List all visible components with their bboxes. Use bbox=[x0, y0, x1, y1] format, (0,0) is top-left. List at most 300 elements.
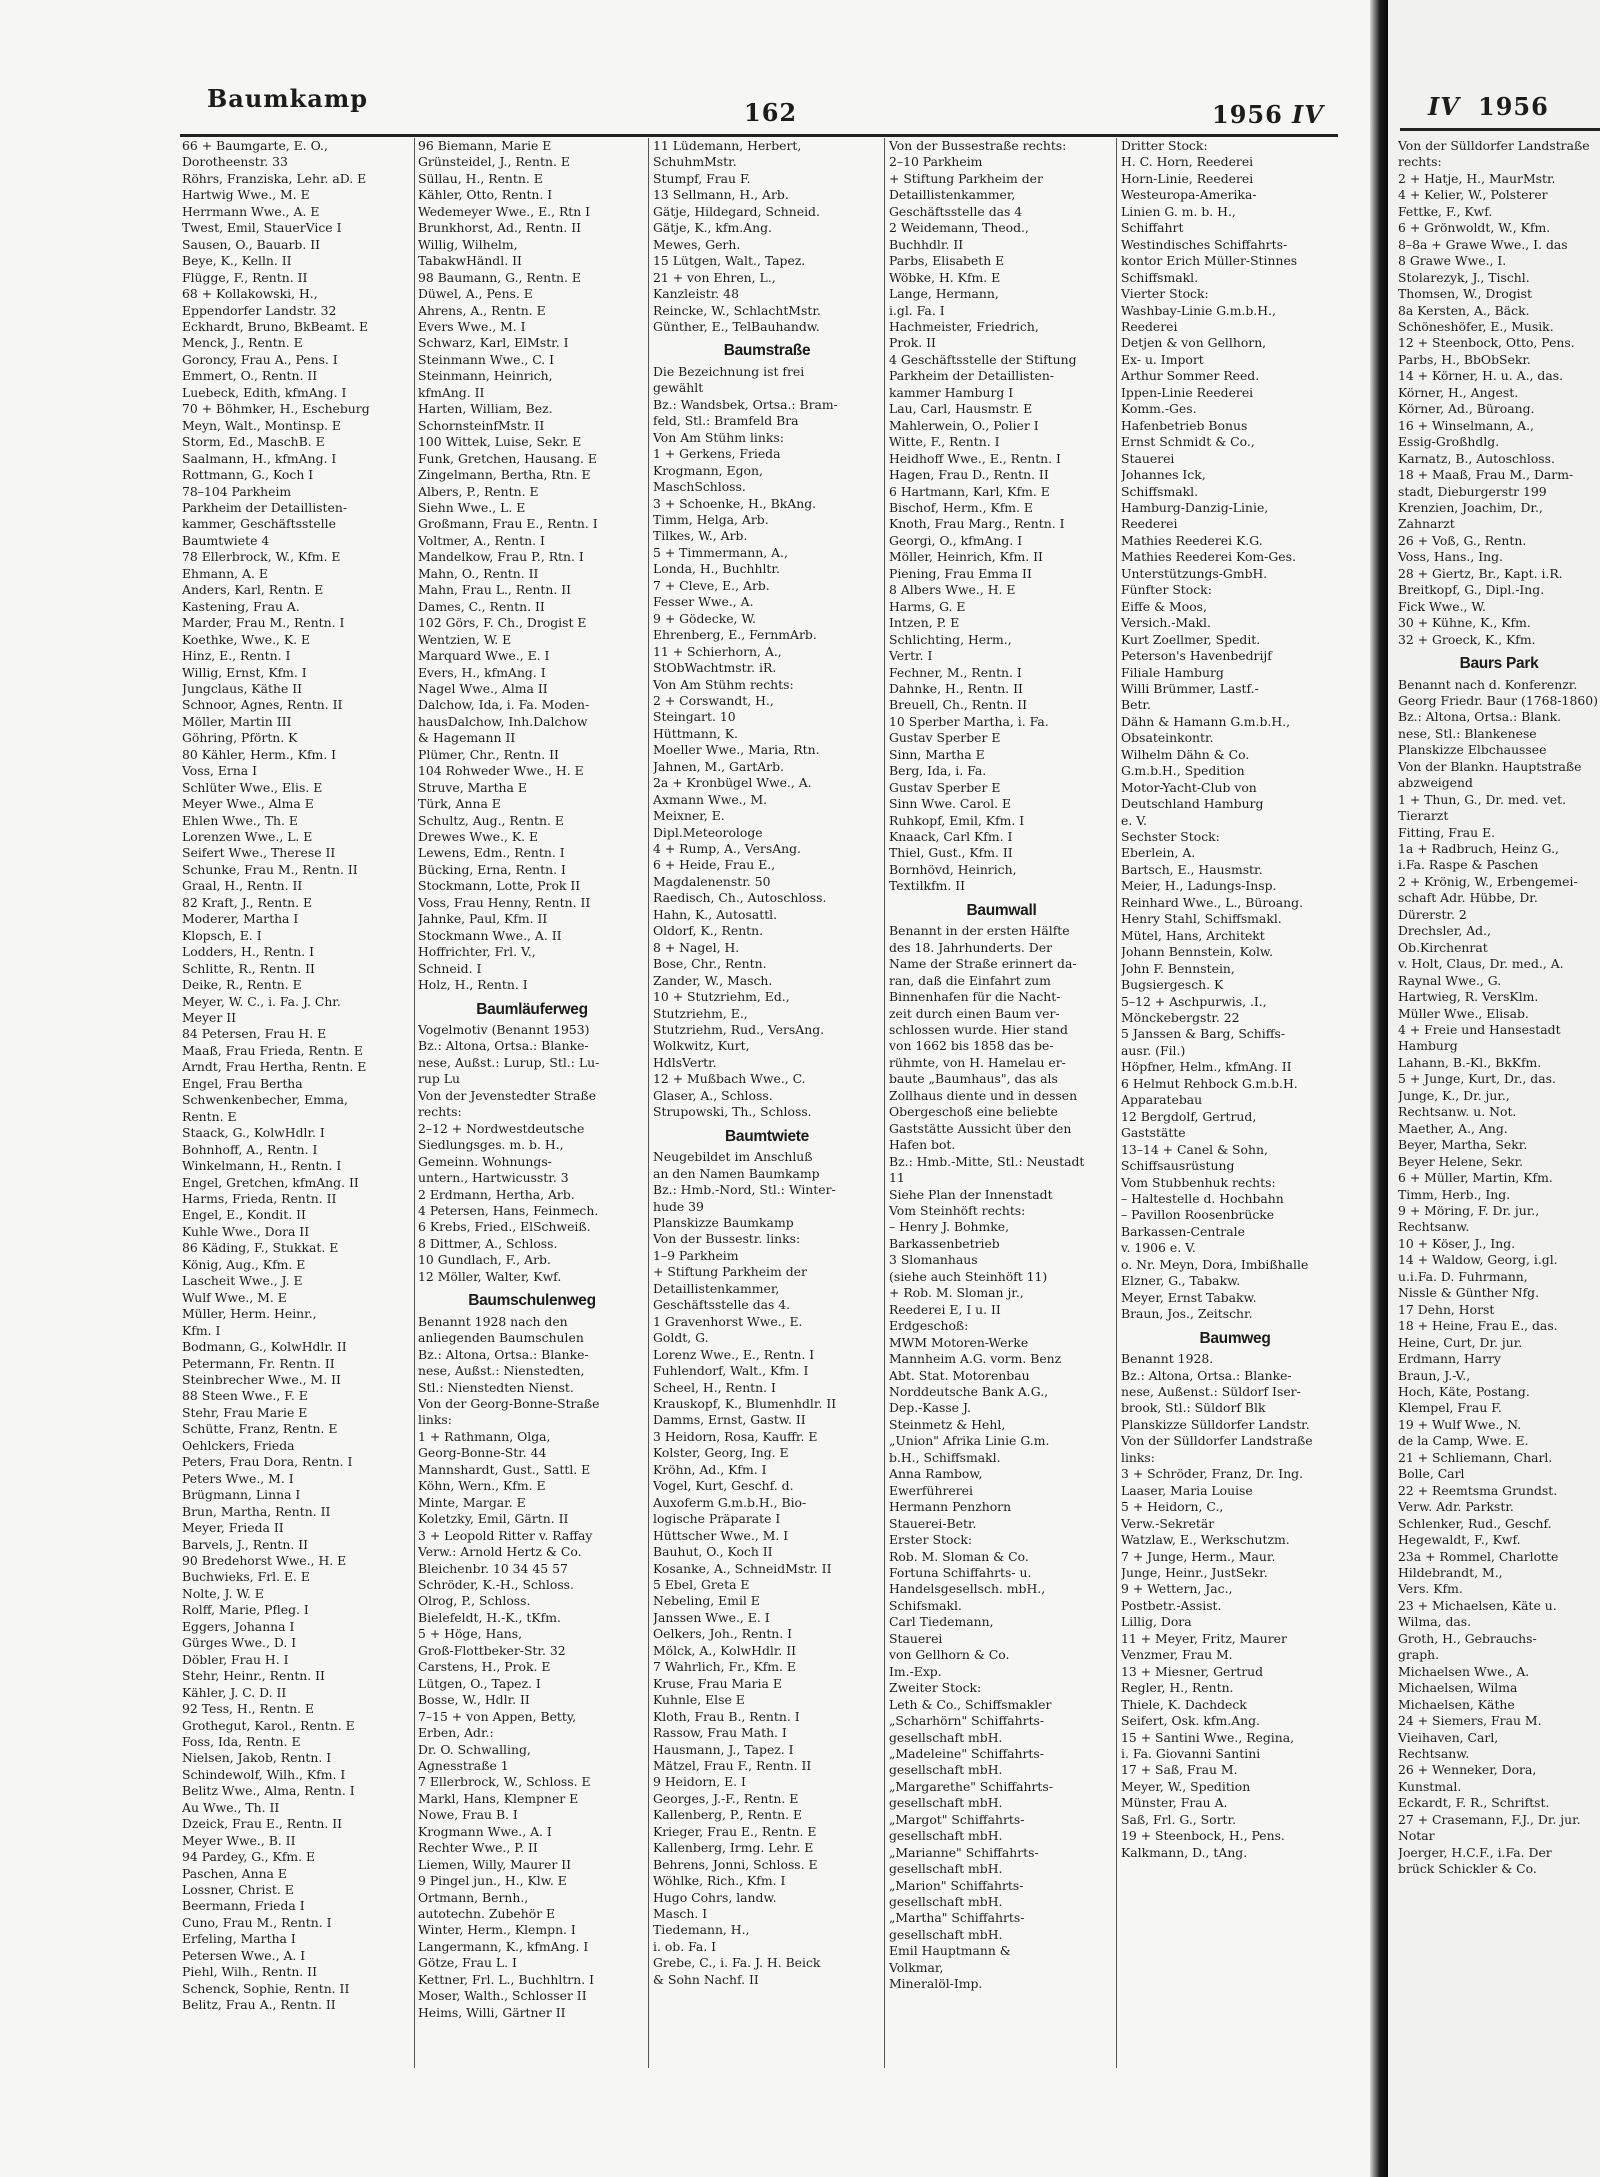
directory-entry: Harten, William, Bez. bbox=[418, 401, 553, 417]
directory-entry: Storm, Ed., MaschB. E bbox=[182, 434, 325, 450]
directory-entry: Johann Bennstein, Kolw. bbox=[1121, 944, 1274, 960]
directory-entry: Hegewaldt, F., Kwf. bbox=[1398, 1532, 1521, 1548]
directory-entry: Schnoor, Agnes, Rentn. II bbox=[182, 697, 343, 713]
directory-entry: Vers. Kfm. bbox=[1398, 1581, 1463, 1597]
directory-entry: Piening, Frau Emma II bbox=[889, 565, 1032, 581]
directory-entry: Maether, A., Ang. bbox=[1398, 1120, 1508, 1136]
directory-entry: Hugo Cohrs, landw. bbox=[653, 1889, 777, 1905]
directory-entry: rechts: bbox=[1398, 154, 1442, 170]
directory-entry: gesellschaft mbH. bbox=[889, 1762, 1003, 1778]
directory-entry: Von der Sülldorfer Landstraße bbox=[1121, 1433, 1313, 1449]
directory-entry: Klempel, Frau F. bbox=[1398, 1400, 1502, 1416]
directory-entry: Schifsmakl. bbox=[889, 1597, 962, 1613]
directory-entry: Wöhlke, Rich., Kfm. I bbox=[653, 1873, 786, 1889]
directory-entry: + Stiftung Parkheim der bbox=[889, 170, 1043, 186]
directory-entry: Bielefeldt, H.-K., tKfm. bbox=[418, 1609, 561, 1625]
directory-entry: Ruhkopf, Emil, Kfm. I bbox=[889, 812, 1025, 828]
directory-entry: Petermann, Fr. Rentn. II bbox=[182, 1355, 335, 1371]
directory-entry: Zingelmann, Bertha, Rtn. E bbox=[418, 467, 591, 483]
directory-entry: Lossner, Christ. E bbox=[182, 1882, 294, 1898]
directory-entry: Lillig, Dora bbox=[1121, 1614, 1192, 1630]
directory-entry: „Margot" Schiffahrts- bbox=[889, 1811, 1025, 1827]
directory-entry: TabakwHändl. II bbox=[418, 253, 522, 269]
directory-entry: „Scharhörn" Schiffahrts- bbox=[889, 1713, 1045, 1729]
directory-entry: kammer, Geschäftsstelle bbox=[182, 516, 336, 532]
directory-entry: Mahn, Frau L., Rentn. II bbox=[418, 582, 572, 598]
directory-entry: Schwenkenbecher, Emma, bbox=[182, 1092, 348, 1108]
directory-entry: i.gl. Fa. I bbox=[889, 302, 945, 318]
directory-entry: 2–10 Parkheim bbox=[889, 154, 983, 170]
directory-entry: 18 + Maaß, Frau M., Darm- bbox=[1398, 467, 1574, 483]
directory-entry: Meyer, W., Spedition bbox=[1121, 1778, 1251, 1794]
directory-entry: Evers, H., kfmAng. I bbox=[418, 664, 546, 680]
directory-entry: Belitz, Frau A., Rentn. II bbox=[182, 1997, 336, 2013]
directory-entry: nese, Außenst.: Süldorf Iser- bbox=[1121, 1383, 1301, 1399]
directory-entry: Parbs, H., BbObSekr. bbox=[1398, 351, 1531, 367]
directory-entry: Siehn Wwe., L. E bbox=[418, 499, 526, 515]
directory-entry: 8a Kersten, A., Bäck. bbox=[1398, 302, 1530, 318]
directory-column-5 bbox=[1121, 138, 1349, 2058]
directory-entry: Meyer, Frieda II bbox=[182, 1520, 284, 1536]
directory-entry: Textilkfm. II bbox=[889, 878, 966, 894]
directory-entry: Stockmann, Lotte, Prok II bbox=[418, 878, 581, 894]
directory-entry: Nolte, J. W. E bbox=[182, 1585, 264, 1601]
directory-entry: 2 + Krönig, W., Erbengemei- bbox=[1398, 873, 1578, 889]
directory-entry: 5–12 + Aschpurwis, .I., bbox=[1121, 993, 1267, 1009]
directory-entry: Dürerstr. 2 bbox=[1398, 906, 1467, 922]
directory-entry: Hermann Penzhorn bbox=[889, 1499, 1012, 1515]
directory-entry: Carl Tiedemann, bbox=[889, 1614, 994, 1630]
directory-entry: Schröder, K.-H., Schloss. bbox=[418, 1576, 574, 1592]
directory-entry: o. Nr. Meyn, Dora, Imbißhalle bbox=[1121, 1256, 1309, 1272]
directory-entry: gewählt bbox=[653, 380, 704, 396]
directory-entry: Eggers, Johanna I bbox=[182, 1618, 295, 1634]
directory-entry: Beye, K., Kelln. II bbox=[182, 253, 292, 269]
directory-entry: 12 + Mußbach Wwe., C. bbox=[653, 1071, 806, 1087]
directory-entry: Müller Wwe., Elisab. bbox=[1398, 1005, 1529, 1021]
directory-entry: Knoth, Frau Marg., Rentn. I bbox=[889, 516, 1065, 532]
directory-entry: Hafenbetrieb Bonus bbox=[1121, 417, 1248, 433]
directory-entry: Engel, Gretchen, kfmAng. II bbox=[182, 1174, 359, 1190]
directory-entry: „Margarethe" Schiffahrts- bbox=[889, 1778, 1053, 1794]
directory-entry: Tiedemann, H., bbox=[653, 1922, 750, 1938]
directory-entry: Saalmann, H., kfmAng. I bbox=[182, 450, 337, 466]
directory-entry: Stutzriehm, E., bbox=[653, 1005, 748, 1021]
directory-entry: Knaack, Carl Kfm. I bbox=[889, 829, 1013, 845]
directory-entry: 8 + Nagel, H. bbox=[653, 939, 740, 955]
directory-entry: Arndt, Frau Hertha, Rentn. E bbox=[182, 1059, 367, 1075]
directory-entry: Notar bbox=[1398, 1828, 1435, 1844]
directory-entry: 12 + Steenbock, Otto, Pens. bbox=[1398, 335, 1575, 351]
directory-entry: 6 + Heide, Frau E., bbox=[653, 857, 776, 873]
directory-entry: Washbay-Linie G.m.b.H., bbox=[1121, 302, 1276, 318]
directory-entry: Kuhnle, Else E bbox=[653, 1692, 745, 1708]
directory-entry: Voss, Frau Henny, Rentn. II bbox=[418, 894, 591, 910]
directory-entry: 66 + Baumgarte, E. O., bbox=[182, 138, 328, 153]
directory-entry: 86 Käding, F., Stukkat. E bbox=[182, 1240, 339, 1256]
directory-entry: Mahlerwein, O., Polier I bbox=[889, 417, 1039, 433]
directory-entry: Braun, Jos., Zeitschr. bbox=[1121, 1306, 1253, 1322]
directory-entry: Von der Blankn. Hauptstraße bbox=[1398, 758, 1582, 774]
directory-entry: Rottmann, G., Koch I bbox=[182, 467, 314, 483]
directory-entry: Jahnen, M., GartArb. bbox=[653, 758, 784, 774]
directory-entry: Paschen, Anna E bbox=[182, 1865, 287, 1881]
directory-entry: Fitting, Frau E. bbox=[1398, 824, 1496, 840]
directory-entry: Brun, Martha, Rentn. II bbox=[182, 1503, 331, 1519]
directory-entry: Rechter Wwe., P. II bbox=[418, 1840, 538, 1856]
directory-entry: Bz.: Altona, Ortsa.: Blanke- bbox=[418, 1346, 589, 1362]
directory-entry: Ernst Schmidt & Co., bbox=[1121, 434, 1255, 450]
directory-entry: Graal, H., Rentn. II bbox=[182, 878, 303, 894]
directory-entry: schlossen wurde. Hier stand bbox=[889, 1022, 1068, 1038]
directory-entry: Georg-Bonne-Str. 44 bbox=[418, 1445, 547, 1461]
directory-entry: Funk, Gretchen, Hausang. E bbox=[418, 450, 597, 466]
directory-entry: 100 Wittek, Luise, Sekr. E bbox=[418, 434, 582, 450]
directory-entry: Bugsiergesch. K bbox=[1121, 977, 1224, 993]
directory-entry: 5 Janssen & Barg, Schiffs- bbox=[1121, 1026, 1286, 1042]
directory-entry: „Madeleine" Schiffahrts- bbox=[889, 1745, 1044, 1761]
directory-entry: Tierarzt bbox=[1398, 808, 1449, 824]
directory-entry: Stl.: Nienstedten Nienst. bbox=[418, 1379, 574, 1395]
directory-entry: Erdmann, Harry bbox=[1398, 1351, 1501, 1367]
directory-entry: Dalchow, Ida, i. Fa. Moden- bbox=[418, 697, 590, 713]
directory-entry: 23a + Rommel, Charlotte bbox=[1398, 1548, 1559, 1564]
directory-entry: Albers, P., Rentn. E bbox=[418, 483, 539, 499]
directory-entry: Mönckebergstr. 22 bbox=[1121, 1010, 1240, 1026]
directory-entry: 10 + Köser, J., Ing. bbox=[1398, 1235, 1516, 1251]
directory-entry: 22 + Reemtsma Grundst. bbox=[1398, 1482, 1558, 1498]
directory-entry: gesellschaft mbH. bbox=[889, 1926, 1003, 1942]
directory-entry: Seifert, Osk. kfm.Ang. bbox=[1121, 1713, 1260, 1729]
directory-entry: Deutschland Hamburg bbox=[1121, 796, 1264, 812]
directory-entry: 4 Geschäftsstelle der Stiftung bbox=[889, 351, 1077, 367]
directory-entry: 5 + Junge, Kurt, Dr., das. bbox=[1398, 1071, 1556, 1087]
directory-entry: Binnenhafen für die Nacht- bbox=[889, 989, 1061, 1005]
directory-entry: Betr. bbox=[1121, 697, 1151, 713]
directory-entry: Joerger, H.C.F., i.Fa. Der bbox=[1398, 1844, 1552, 1860]
directory-entry: 1 + Rathmann, Olga, bbox=[418, 1428, 551, 1444]
directory-entry: Schöneshöfer, E., Musik. bbox=[1398, 318, 1554, 334]
directory-entry: Karnatz, B., Autoschloss. bbox=[1398, 450, 1555, 466]
directory-entry: 3 Slomanhaus bbox=[889, 1252, 978, 1268]
directory-entry: Twest, Emil, StauerVice I bbox=[182, 220, 342, 236]
directory-entry: 4 + Rump, A., VersAng. bbox=[653, 841, 801, 857]
directory-entry: 6 Helmut Rehbock G.m.b.H. bbox=[1121, 1075, 1298, 1091]
directory-entry: Markl, Hans, Klempner E bbox=[418, 1790, 579, 1806]
directory-entry: Rob. M. Sloman & Co. bbox=[889, 1548, 1029, 1564]
directory-entry: Stauerei bbox=[1121, 450, 1175, 466]
directory-entry: links: bbox=[418, 1412, 452, 1428]
directory-entry: u.i.Fa. D. Fuhrmann, bbox=[1398, 1268, 1528, 1284]
directory-entry: Hinz, E., Rentn. I bbox=[182, 648, 291, 664]
directory-entry: Engel, E., Kondit. II bbox=[182, 1207, 306, 1223]
directory-entry: Fick Wwe., W. bbox=[1398, 598, 1486, 614]
directory-entry: Rechtsanw. bbox=[1398, 1745, 1470, 1761]
directory-entry: Braun, J.-V., bbox=[1398, 1367, 1471, 1383]
directory-entry: Bleichenbr. 10 34 45 57 bbox=[418, 1560, 568, 1576]
directory-entry: Filiale Hamburg bbox=[1121, 664, 1224, 680]
directory-entry: Dahnke, H., Rentn. II bbox=[889, 680, 1023, 696]
street-heading: Baumschulenweg bbox=[468, 1292, 596, 1310]
directory-entry: Von der Georg-Bonne-Straße bbox=[418, 1395, 600, 1411]
directory-entry: i. ob. Fa. I bbox=[653, 1938, 717, 1954]
directory-entry: Parkheim der Detaillisten- bbox=[889, 368, 1055, 384]
directory-entry: 13 + Miesner, Gertrud bbox=[1121, 1663, 1264, 1679]
directory-entry: Apparatebau bbox=[1121, 1092, 1203, 1108]
directory-entry: Holz, H., Rentn. I bbox=[418, 977, 528, 993]
directory-entry: Anders, Karl, Rentn. E bbox=[182, 582, 324, 598]
directory-entry: des 18. Jahrhunderts. Der bbox=[889, 939, 1052, 955]
directory-entry: Staack, G., KolwHdlr. I bbox=[182, 1125, 325, 1141]
directory-entry: Fettke, F., Kwf. bbox=[1398, 203, 1493, 219]
directory-entry: 78–104 Parkheim bbox=[182, 483, 292, 499]
directory-entry: Zander, W., Masch. bbox=[653, 972, 773, 988]
directory-entry: graph. bbox=[1398, 1647, 1440, 1663]
street-heading: Baumstraße bbox=[723, 342, 811, 360]
directory-entry: Horn-Linie, Reederei bbox=[1121, 170, 1254, 186]
directory-entry: Kloth, Frau B., Rentn. I bbox=[653, 1708, 800, 1724]
directory-entry: logische Präparate I bbox=[653, 1511, 781, 1527]
directory-entry: Wolkwitz, Kurt, bbox=[653, 1038, 750, 1054]
street-heading: Baumwall bbox=[966, 901, 1037, 919]
directory-entry: links: bbox=[1121, 1449, 1155, 1465]
directory-entry: 21 + Schliemann, Charl. bbox=[1398, 1449, 1553, 1465]
directory-entry: Prok. II bbox=[889, 335, 936, 351]
directory-entry: Mewes, Gerh. bbox=[653, 236, 741, 252]
directory-entry: SchornsteinfMstr. II bbox=[418, 417, 545, 433]
directory-entry: Bz.: Altona, Ortsa.: Blanke- bbox=[418, 1038, 589, 1054]
directory-entry: Willi Brümmer, Lastf.- bbox=[1121, 680, 1259, 696]
directory-entry: schaft Adr. Hübbe, Dr. bbox=[1398, 890, 1538, 906]
directory-entry: v. 1906 e. V. bbox=[1121, 1240, 1196, 1256]
directory-entry: 9 + Wettern, Jac., bbox=[1121, 1581, 1233, 1597]
directory-entry: Oldorf, K., Rentn. bbox=[653, 923, 764, 939]
directory-entry: 24 + Siemers, Frau M. bbox=[1398, 1713, 1542, 1729]
directory-entry: „Marion" Schiffahrts- bbox=[889, 1877, 1024, 1893]
directory-entry: 102 Görs, F. Ch., Drogist E bbox=[418, 615, 587, 631]
directory-entry: 12 Möller, Walter, Kwf. bbox=[418, 1268, 562, 1284]
directory-entry: Obsateinkontr. bbox=[1121, 730, 1214, 746]
directory-entry: Hamburg bbox=[1398, 1038, 1458, 1054]
directory-entry: Goldt, G. bbox=[653, 1330, 709, 1346]
directory-entry: Türk, Anna E bbox=[418, 796, 501, 812]
directory-entry: SchuhmMstr. bbox=[653, 154, 737, 170]
directory-entry: Grebe, C., i. Fa. J. H. Beick bbox=[653, 1955, 821, 1971]
directory-entry: 7 + Cleve, E., Arb. bbox=[653, 577, 770, 593]
running-head-volume: IV bbox=[1292, 100, 1324, 129]
directory-entry: Schultz, Aug., Rentn. E bbox=[418, 812, 564, 828]
directory-entry: Sechster Stock: bbox=[1121, 829, 1220, 845]
directory-entry: Erben, Adr.: bbox=[418, 1725, 494, 1741]
directory-entry: Londa, H., Buchhltr. bbox=[653, 561, 780, 577]
directory-entry: Struve, Martha E bbox=[418, 779, 527, 795]
directory-entry: Kurt Zoellmer, Spedit. bbox=[1121, 631, 1261, 647]
directory-entry: Johannes Ick, bbox=[1121, 467, 1206, 483]
directory-entry: Evers Wwe., M. I bbox=[418, 318, 526, 334]
directory-entry: Meyer, Ernst Tabakw. bbox=[1121, 1289, 1257, 1305]
directory-entry: Maaß, Frau Frieda, Rentn. E bbox=[182, 1042, 363, 1058]
directory-entry: Thiele, K. Dachdeck bbox=[1121, 1696, 1247, 1712]
directory-entry: Bz.: Hmb.-Mitte, Stl.: Neustadt bbox=[889, 1153, 1085, 1169]
directory-entry: Scheel, H., Rentn. I bbox=[653, 1379, 776, 1395]
directory-entry: Witte, F., Rentn. I bbox=[889, 434, 1000, 450]
directory-entry: Lascheit Wwe., J. E bbox=[182, 1273, 303, 1289]
directory-entry: Willig, Ernst, Kfm. I bbox=[182, 664, 307, 680]
directory-entry: 3 Heidorn, Rosa, Kauffr. E bbox=[653, 1428, 818, 1444]
directory-entry: gesellschaft mbH. bbox=[889, 1828, 1003, 1844]
book-spine bbox=[1370, 0, 1388, 2177]
directory-entry: Langermann, K., kfmAng. I bbox=[418, 1938, 589, 1954]
directory-entry: Döbler, Frau H. I bbox=[182, 1651, 289, 1667]
directory-entry: & Hagemann II bbox=[418, 730, 516, 746]
directory-entry: Vom Steinhöft rechts: bbox=[889, 1203, 1026, 1218]
directory-entry: Breitkopf, G., Dipl.-Ing. bbox=[1398, 582, 1545, 598]
directory-entry: Vertr. I bbox=[889, 648, 933, 664]
directory-entry: G.m.b.H., Spedition bbox=[1121, 763, 1245, 779]
directory-entry: Drechsler, Ad., bbox=[1398, 923, 1491, 939]
directory-entry: 14 + Waldow, Georg, i.gl. bbox=[1398, 1252, 1558, 1268]
running-head-title: Baumkamp bbox=[207, 84, 369, 113]
directory-entry: Emil Hauptmann & bbox=[889, 1943, 1011, 1959]
directory-entry: 7 Ellerbrock, W., Schloss. E bbox=[418, 1774, 591, 1790]
directory-entry: Kosanke, A., SchneidMstr. II bbox=[653, 1560, 832, 1576]
street-heading: Baumweg bbox=[1199, 1329, 1271, 1347]
directory-entry: Beyer, Martha, Sekr. bbox=[1398, 1137, 1528, 1153]
directory-entry: Meyer II bbox=[182, 1010, 237, 1026]
directory-entry: „Union" Afrika Linie G.m. bbox=[889, 1433, 1050, 1449]
directory-entry: Fünfter Stock: bbox=[1121, 582, 1212, 598]
directory-entry: Lewens, Edm., Rentn. I bbox=[418, 845, 565, 861]
directory-entry: Handelsgesellsch. mbH., bbox=[889, 1581, 1046, 1597]
directory-entry: nese, Außst.: Nienstedten, bbox=[418, 1363, 585, 1379]
directory-entry: 7 Wahrlich, Fr., Kfm. E bbox=[653, 1659, 796, 1675]
directory-entry: nese, Stl.: Blankenese bbox=[1398, 725, 1537, 741]
directory-entry: Erfeling, Martha I bbox=[182, 1931, 296, 1947]
directory-entry: Von der Bussestr. links: bbox=[653, 1231, 801, 1247]
directory-entry: 16 + Winselmann, A., bbox=[1398, 417, 1534, 433]
directory-entry: 26 + Wenneker, Dora, bbox=[1398, 1762, 1537, 1778]
directory-entry: Nebeling, Emil E bbox=[653, 1593, 760, 1609]
directory-entry: Henry Stahl, Schiffsmakl. bbox=[1121, 911, 1282, 927]
directory-entry: 82 Kraft, J., Rentn. E bbox=[182, 894, 313, 910]
directory-entry: Barkassenbetrieb bbox=[889, 1235, 1000, 1251]
directory-entry: Reederei E, I u. II bbox=[889, 1301, 1001, 1317]
directory-entry: Obergeschoß eine beliebte bbox=[889, 1104, 1058, 1120]
directory-entry: Von Am Stühm rechts: bbox=[653, 676, 794, 692]
directory-entry: Wilhelm Dähn & Co. bbox=[1121, 746, 1250, 762]
directory-entry: Lange, Hermann, bbox=[889, 286, 999, 302]
directory-entry: 5 + Heidorn, C., bbox=[1121, 1499, 1224, 1515]
directory-entry: Michaelsen, Wilma bbox=[1398, 1680, 1518, 1696]
directory-entry: Benannt 1928. bbox=[1121, 1351, 1214, 1367]
directory-entry: Schwarz, Karl, ElMstr. I bbox=[418, 335, 569, 351]
directory-entry: Axmann Wwe., M. bbox=[653, 791, 768, 807]
directory-entry: Peterson's Havenbedrijf bbox=[1121, 648, 1272, 664]
directory-entry: Röhrs, Franziska, Lehr. aD. E bbox=[182, 170, 367, 186]
directory-entry: Parkheim der Detaillisten- bbox=[182, 499, 348, 515]
directory-entry: Schiffahrt bbox=[1121, 220, 1184, 236]
directory-entry: 78 Ellerbrock, W., Kfm. E bbox=[182, 549, 341, 565]
directory-entry: Buchwieks, Frl. E. E bbox=[182, 1569, 310, 1585]
directory-entry: Drewes Wwe., K. E bbox=[418, 829, 539, 845]
directory-entry: Hoffrichter, Frl. V., bbox=[418, 944, 536, 960]
street-heading: Baurs Park bbox=[1459, 655, 1539, 673]
directory-entry: Von Am Stühm links: bbox=[653, 429, 784, 445]
directory-entry: 12 Bergdolf, Gertrud, bbox=[1121, 1108, 1257, 1124]
directory-entry: Zahnarzt bbox=[1398, 516, 1455, 532]
directory-entry: e. V. bbox=[1121, 812, 1147, 828]
directory-entry: Foss, Ida, Rentn. E bbox=[182, 1733, 301, 1749]
directory-entry: Siehe Plan der Innenstadt bbox=[889, 1186, 1053, 1202]
directory-column-1 bbox=[182, 138, 410, 2058]
directory-entry: 15 + Santini Wwe., Regina, bbox=[1121, 1729, 1295, 1745]
directory-entry: Hachmeister, Friedrich, bbox=[889, 318, 1039, 334]
directory-entry: Planskizze Elbchaussee bbox=[1398, 742, 1547, 758]
directory-entry: Menck, J., Rentn. E bbox=[182, 335, 303, 351]
directory-entry: Moser, Walth., Schlosser II bbox=[418, 1988, 587, 2004]
directory-entry: Abt. Stat. Motorenbau bbox=[889, 1367, 1030, 1383]
directory-entry: i.Fa. Raspe & Paschen bbox=[1398, 857, 1539, 873]
directory-entry: Bz.: Altona, Ortsa.: Blank. bbox=[1398, 709, 1562, 725]
directory-entry: Bosse, W., Hdlr. II bbox=[418, 1692, 530, 1708]
directory-entry: 17 + Saß, Frau M. bbox=[1121, 1762, 1238, 1778]
directory-entry: Timm, Helga, Arb. bbox=[653, 511, 769, 527]
directory-entry: 1 + Gerkens, Frieda bbox=[653, 446, 781, 462]
directory-entry: 19 + Steenbock, H., Pens. bbox=[1121, 1828, 1285, 1844]
directory-entry: Agnesstraße 1 bbox=[418, 1757, 509, 1773]
directory-entry: Benannt 1928 nach den bbox=[418, 1313, 568, 1329]
directory-entry: stadt, Dieburgerstr 199 bbox=[1398, 483, 1547, 499]
directory-entry: Kfm. I bbox=[182, 1322, 221, 1338]
directory-entry: 13–14 + Canel & Sohn, bbox=[1121, 1141, 1268, 1157]
directory-entry: Laaser, Maria Louise bbox=[1121, 1482, 1253, 1498]
directory-entry: Göhring, Pförtn. K bbox=[182, 730, 298, 746]
directory-entry: Fechner, M., Rentn. I bbox=[889, 664, 1022, 680]
directory-entry: 6 + Grönwoldt, W., Kfm. bbox=[1398, 220, 1551, 236]
directory-entry: Lau, Carl, Hausmstr. E bbox=[889, 401, 1033, 417]
directory-entry: Petersen Wwe., A. I bbox=[182, 1947, 306, 1963]
directory-entry: Schlenker, Rud., Geschf. bbox=[1398, 1515, 1552, 1531]
directory-entry: von 1662 bis 1858 das be- bbox=[889, 1038, 1054, 1054]
directory-entry: Gustav Sperber E bbox=[889, 730, 1001, 746]
directory-column-3 bbox=[653, 138, 881, 2058]
directory-entry: Körner, Ad., Büroang. bbox=[1398, 401, 1535, 417]
directory-entry: Motor-Yacht-Club von bbox=[1121, 779, 1257, 795]
directory-entry: Rechtsanw. bbox=[1398, 1219, 1470, 1235]
directory-entry: Stockmann Wwe., A. II bbox=[418, 927, 562, 943]
directory-entry: kammer Hamburg I bbox=[889, 384, 1014, 400]
directory-entry: brück Schickler & Co. bbox=[1398, 1861, 1537, 1877]
directory-entry: Flügge, F., Rentn. II bbox=[182, 269, 308, 285]
directory-entry: 13 Sellmann, H., Arb. bbox=[653, 187, 789, 203]
directory-entry: Grothegut, Karol., Rentn. E bbox=[182, 1717, 355, 1733]
directory-entry: Georges, J.-F., Rentn. E bbox=[653, 1790, 799, 1806]
directory-entry: Ewerführerei bbox=[889, 1482, 973, 1498]
directory-entry: abzweigend bbox=[1398, 775, 1473, 791]
directory-entry: Seifert Wwe., Therese II bbox=[182, 845, 336, 861]
directory-entry: b.H., Schiffsmakl. bbox=[889, 1449, 1001, 1465]
directory-entry: 15 Lütgen, Walt., Tapez. bbox=[653, 253, 806, 269]
directory-entry: Kallenberg, Irmg. Lehr. E bbox=[653, 1840, 814, 1856]
directory-entry: Im.-Exp. bbox=[889, 1663, 942, 1679]
directory-entry: 3 + Schoenke, H., BkAng. bbox=[653, 495, 817, 511]
directory-entry: Detjen & von Gellhorn, bbox=[1121, 335, 1267, 351]
directory-entry: 5 + Timmermann, A., bbox=[653, 544, 788, 560]
directory-entry: hausDalchow, Inh.Dalchow bbox=[418, 713, 588, 729]
directory-entry: Janssen Wwe., E. I bbox=[653, 1609, 770, 1625]
directory-entry: 88 Steen Wwe., F. E bbox=[182, 1388, 308, 1404]
directory-entry: Schneid. I bbox=[418, 960, 482, 976]
